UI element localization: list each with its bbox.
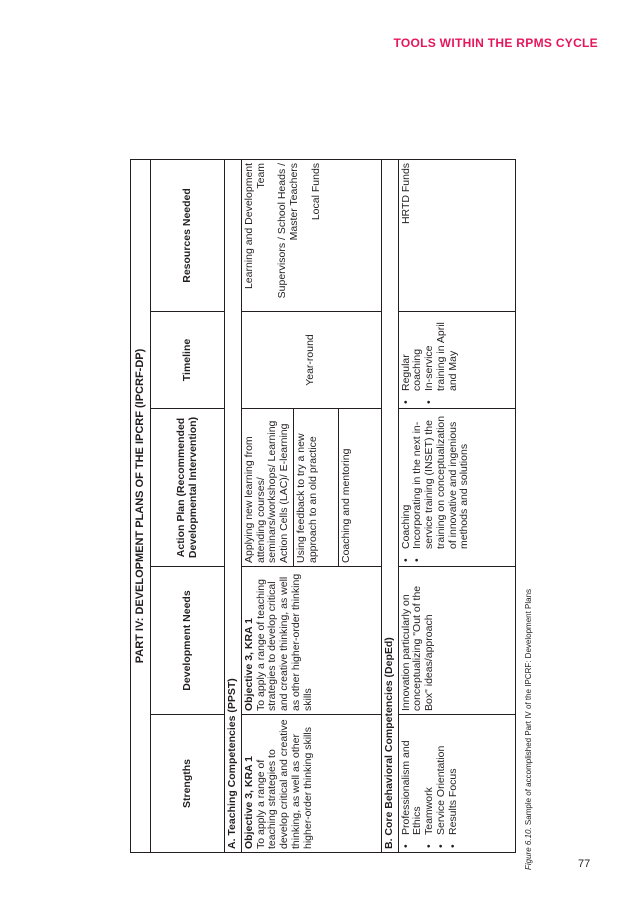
- section-a-needs: [241, 567, 381, 715]
- strengths-objective-title: Objective 3, KRA 1: [242, 756, 255, 849]
- section-a-action-3: Coaching and mentoring: [338, 409, 381, 567]
- section-a-strengths: [241, 715, 381, 853]
- page-number: 77: [578, 858, 591, 870]
- development-plan-table: [130, 160, 516, 853]
- action-item: • Coaching: [401, 412, 413, 563]
- resource-item: Supervisors / School Heads / Master Teachers: [276, 162, 300, 299]
- section-b-resources: HRTD Funds: [398, 159, 516, 311]
- col-header-strengths: Strengths: [151, 715, 225, 853]
- section-b-needs: Innovation particularly on conceptualizing "Out of the Box" ideas/approach: [398, 567, 516, 715]
- col-header-resources: Resources Needed: [151, 159, 225, 311]
- strength-item: • Teamwork: [424, 718, 436, 849]
- section-b-strengths: [398, 715, 516, 853]
- strengths-objective-text: To apply a range of teaching strategies to develop critical and creative thinking, as well as other higher-order thinking skills: [254, 719, 314, 849]
- resource-item: Local Funds: [309, 162, 322, 221]
- section-header: TOOLS WITHIN THE RPMS CYCLE: [393, 36, 598, 50]
- section-b-actions: [398, 409, 516, 567]
- needs-objective-text: To apply a range of teaching strategies to develop critical and creative thinking, as well as other higher-order thinking skills: [254, 573, 314, 711]
- section-b-timeline: [398, 312, 516, 409]
- section-b-title: B. Core Behavioral Competencies (DepEd): [381, 159, 398, 852]
- strength-item: • Service Orientation: [436, 718, 448, 849]
- action-item: • Incorporating in the next in-service training (INSET) the training on conceptualization of innovative and ingenious methods and solutions: [412, 412, 471, 563]
- figure-caption-text: Sample of accomplished Part IV of the IPCRF: Development Plans: [524, 588, 533, 826]
- section-a-title: A. Teaching Competencies (PPST): [225, 159, 242, 852]
- ipcrf-dp-table: [130, 159, 516, 853]
- strength-item: • Professionalism and Ethics: [401, 718, 425, 849]
- figure-label: Figure 6.10.: [524, 827, 533, 870]
- needs-objective-title: Objective 3, KRA 1: [242, 618, 255, 711]
- section-a-action-2: Using feedback to try a new approach to an old practice: [293, 409, 338, 567]
- resource-item: Learning and Development Team: [242, 162, 267, 290]
- timeline-item: • Regular coaching: [401, 315, 425, 405]
- col-header-action-plan: Action Plan (Recommended Developmental Intervention): [151, 409, 225, 567]
- section-a-timeline: Year-round: [241, 312, 381, 409]
- section-a-resources: [241, 159, 381, 311]
- timeline-item: • In-service training in April and May: [424, 315, 459, 405]
- col-header-development-needs: Development Needs: [151, 567, 225, 715]
- section-a-action-1: Applying new learning from attending courses/ seminars/workshops/ Learning Action Cells (LAC)/ E-learning: [241, 409, 293, 567]
- figure-caption: [524, 589, 533, 870]
- col-header-timeline: Timeline: [151, 312, 225, 409]
- strength-item: • Results Focus: [448, 718, 460, 849]
- table-title: PART IV: DEVELOPMENT PLANS OF THE IPCRF (IPCRF-DP): [131, 159, 151, 852]
